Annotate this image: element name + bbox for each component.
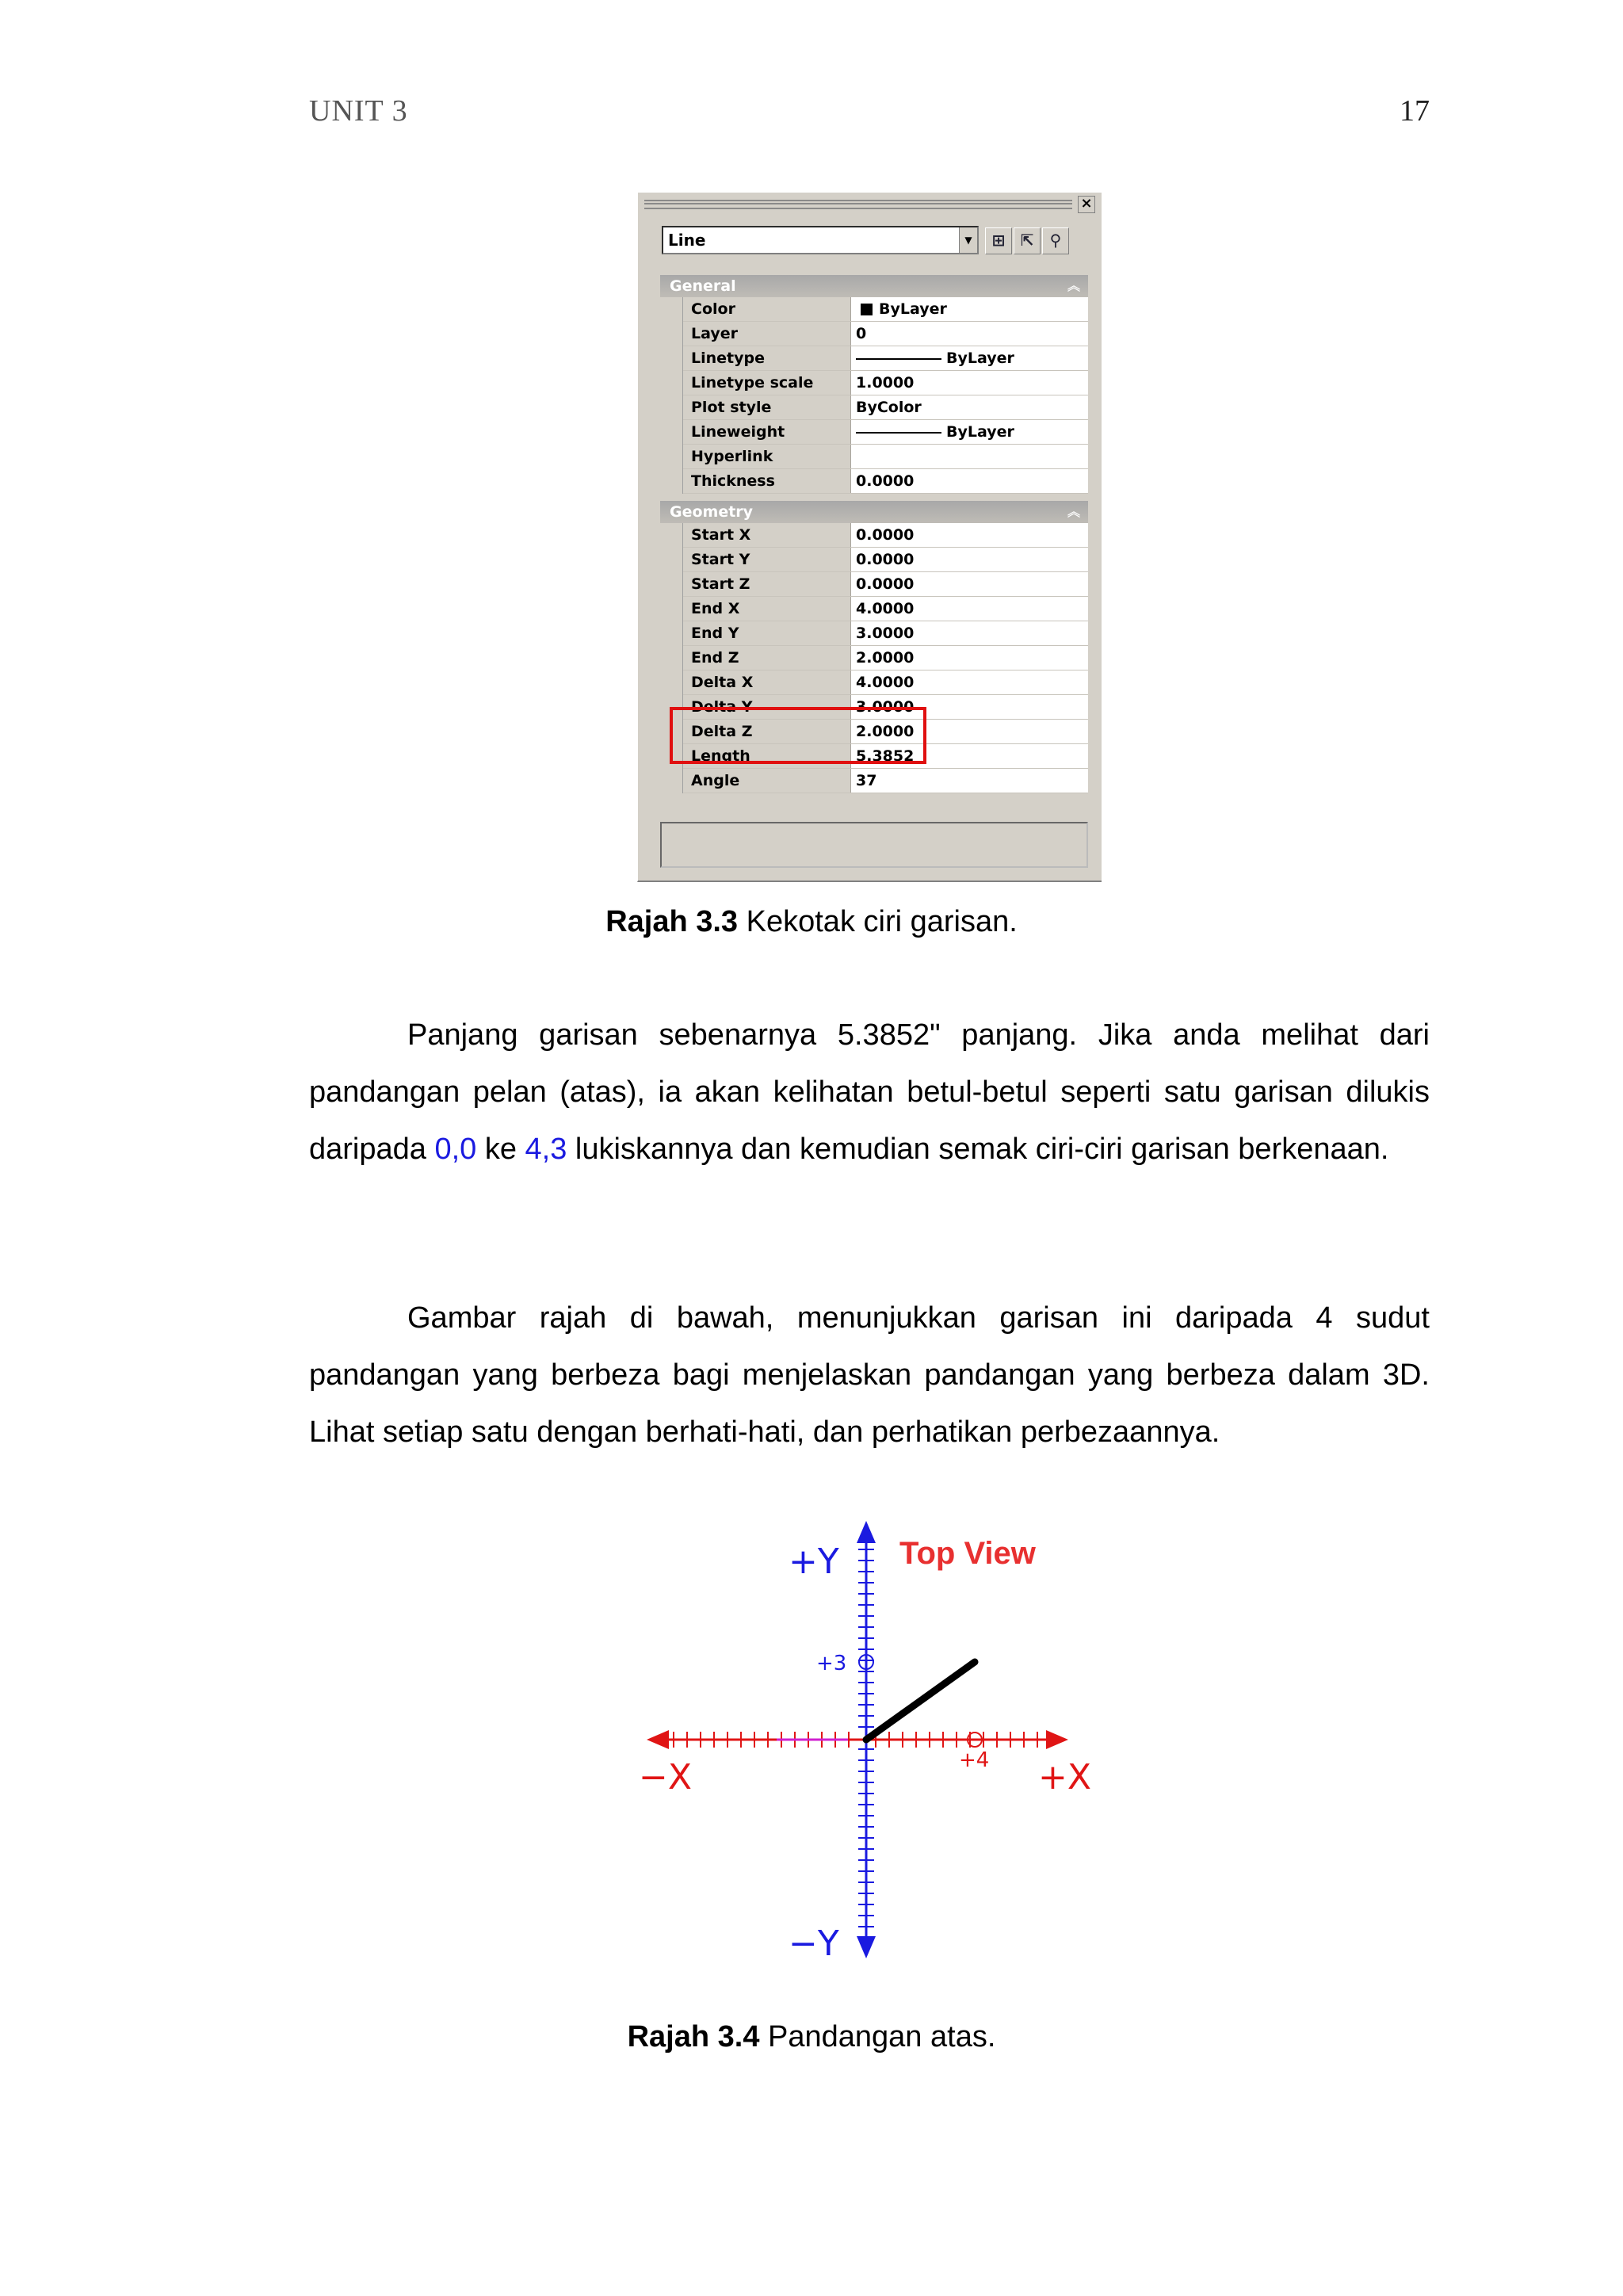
paragraph-text: Panjang garisan sebenarnya 5.3852" panjang. Jika anda melihat dari pandangan pelan (atas), ia akan kelihatan betul-betul seperti satu garisan dilukis daripada [309, 1018, 1430, 1166]
property-value[interactable]: 3.0000 [851, 695, 1088, 719]
property-value[interactable] [851, 445, 1088, 468]
figure-caption-1 [0, 905, 1623, 939]
line-top-view [866, 1662, 975, 1740]
property-value[interactable]: ByColor [851, 395, 1088, 419]
label-plus-y: +Y [789, 1541, 839, 1582]
palette-grip[interactable] [644, 200, 1072, 209]
property-row[interactable] [683, 572, 1088, 597]
property-name: Lineweight [683, 420, 851, 444]
paragraph-text: lukiskannya dan kemudian semak ciri-ciri garisan berkenaan. [567, 1133, 1389, 1166]
paragraph-2 [309, 1289, 1430, 1461]
property-row[interactable] [683, 646, 1088, 670]
caption-label: Rajah 3.3 [605, 905, 739, 938]
quick-select-icon[interactable]: ⚲ [1042, 227, 1069, 254]
section-geometry-header[interactable] [660, 501, 1088, 523]
property-name: End Z [683, 646, 851, 670]
property-name: Color [683, 297, 851, 321]
property-row[interactable] [683, 420, 1088, 445]
property-name: Linetype scale [683, 371, 851, 395]
property-row[interactable] [683, 445, 1088, 469]
property-row[interactable] [683, 621, 1088, 646]
unit-header: UNIT 3 [309, 94, 408, 128]
section-general-header[interactable] [660, 275, 1088, 297]
property-row[interactable] [683, 346, 1088, 371]
arrow-up-icon [857, 1521, 876, 1543]
arrow-right-icon [1046, 1730, 1068, 1749]
property-row[interactable] [683, 523, 1088, 548]
property-value[interactable]: 0.0000 [851, 469, 1088, 493]
highlight-box [670, 707, 926, 764]
property-value[interactable]: 1.0000 [851, 371, 1088, 395]
property-name: End Y [683, 621, 851, 645]
property-value[interactable]: 0.0000 [851, 548, 1088, 571]
caption-text: Pandangan atas. [759, 2020, 996, 2053]
property-value[interactable]: 2.0000 [851, 646, 1088, 670]
property-row[interactable] [683, 597, 1088, 621]
color-swatch-icon [861, 304, 873, 315]
object-type-select[interactable] [662, 226, 979, 254]
label-minus-y: −Y [789, 1924, 839, 1964]
object-type-value: Line [668, 231, 706, 250]
section-general [660, 275, 1088, 494]
property-row[interactable] [683, 371, 1088, 395]
property-value[interactable]: 2.0000 [851, 720, 1088, 743]
property-name: Layer [683, 322, 851, 346]
property-name: Hyperlink [683, 445, 851, 468]
description-area [660, 822, 1088, 868]
page-number: 17 [1400, 94, 1430, 128]
collapse-icon[interactable]: ︽ [1067, 504, 1080, 519]
section-geometry-title: Geometry [670, 503, 754, 521]
property-value-text: ByLayer [946, 350, 1014, 367]
view-title: Top View [899, 1536, 1036, 1571]
lineweight-sample-icon [856, 432, 941, 434]
property-name: Delta X [683, 670, 851, 694]
property-row[interactable] [683, 548, 1088, 572]
property-row[interactable] [683, 670, 1088, 695]
caption-text: Kekotak ciri garisan. [738, 905, 1018, 938]
section-general-title: General [670, 277, 736, 295]
chevron-down-icon[interactable]: ▼ [959, 227, 977, 253]
coord-end: 4,3 [525, 1133, 567, 1166]
property-row[interactable] [683, 395, 1088, 420]
property-value-text: ByLayer [946, 423, 1014, 441]
property-value[interactable]: 4.0000 [851, 597, 1088, 621]
arrow-left-icon [647, 1730, 669, 1749]
collapse-icon[interactable]: ︽ [1067, 278, 1080, 293]
property-value[interactable]: 0.0000 [851, 572, 1088, 596]
property-value[interactable] [851, 297, 1088, 321]
property-row[interactable] [683, 469, 1088, 494]
arrow-down-icon [857, 1936, 876, 1958]
property-value[interactable] [851, 346, 1088, 370]
property-row[interactable] [683, 769, 1088, 793]
label-minus-x: −X [639, 1757, 693, 1797]
property-name: Start X [683, 523, 851, 547]
label-plus-x: +X [1038, 1757, 1092, 1797]
paragraph-text: ke [476, 1133, 525, 1166]
property-value-text: ByLayer [879, 300, 947, 318]
property-row[interactable] [683, 322, 1088, 346]
tick-label-y3: +3 [816, 1652, 847, 1675]
property-name: Start Z [683, 572, 851, 596]
property-name: Linetype [683, 346, 851, 370]
property-value[interactable] [851, 420, 1088, 444]
coord-start: 0,0 [434, 1133, 477, 1166]
paragraph-1 [309, 1007, 1430, 1178]
caption-label: Rajah 3.4 [627, 2020, 760, 2053]
linetype-sample-icon [856, 358, 941, 360]
property-name: Plot style [683, 395, 851, 419]
property-value[interactable]: 4.0000 [851, 670, 1088, 694]
toggle-pickadd-icon[interactable]: ⊞ [985, 227, 1012, 254]
property-name: Angle [683, 769, 851, 793]
property-value[interactable]: 0.0000 [851, 523, 1088, 547]
properties-palette [637, 193, 1102, 882]
property-name: Start Y [683, 548, 851, 571]
tick-label-x4: +4 [959, 1748, 990, 1772]
select-objects-icon[interactable]: ⇱ [1014, 227, 1041, 254]
close-icon[interactable]: × [1078, 196, 1095, 213]
figure-caption-2 [0, 2020, 1623, 2054]
property-value[interactable]: 5.3852 [851, 744, 1088, 768]
property-name: Delta Z [683, 720, 851, 743]
property-name: Length [683, 744, 851, 768]
property-value[interactable]: 3.0000 [851, 621, 1088, 645]
property-value[interactable]: 37 [851, 769, 1088, 793]
property-value[interactable]: 0 [851, 322, 1088, 346]
property-name: Delta Y [683, 695, 851, 719]
paragraph-text: Gambar rajah di bawah, menunjukkan garisan ini daripada 4 sudut pandangan yang berbeza bagi menjelaskan pandangan yang berbeza dalam 3D. Lihat setiap satu dengan berhati-hati, dan perhatikan perbezaannya. [309, 1301, 1430, 1449]
top-view-diagram [618, 1502, 1125, 1977]
property-name: End X [683, 597, 851, 621]
property-name: Thickness [683, 469, 851, 493]
property-row[interactable] [683, 297, 1088, 322]
